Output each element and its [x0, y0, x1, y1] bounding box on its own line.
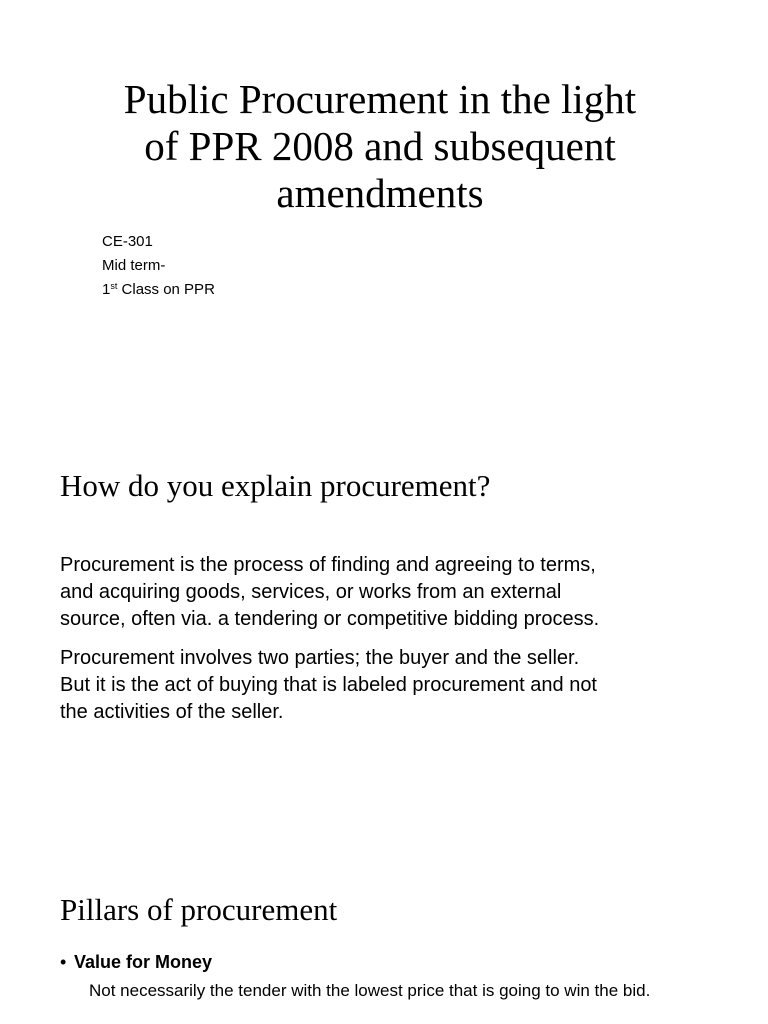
section-heading-pillars: Pillars of procurement [60, 892, 338, 927]
class-number: 1 [102, 281, 111, 298]
paragraph-line: Procurement is the process of finding and agreeing to terms, [60, 554, 596, 576]
slide-subtitle [102, 230, 215, 302]
paragraph-line: Procurement involves two parties; the buyer and the seller. [60, 647, 580, 669]
definition-paragraph [60, 552, 750, 633]
class-ordinal-suffix: st [110, 281, 118, 291]
term-label: Mid term- [102, 257, 166, 274]
paragraph-line: source, often via. a tendering or competitive bidding process. [60, 608, 600, 630]
course-code: CE-301 [102, 233, 153, 250]
slide-title-line: Public Procurement in the light [123, 76, 637, 122]
bullet-item [60, 950, 212, 974]
paragraph-line: But it is the act of buying that is labeled procurement and not [60, 674, 597, 696]
parties-paragraph [60, 645, 750, 726]
slide-title-line: amendments [276, 170, 484, 216]
section-heading-explain: How do you explain procurement? [60, 468, 491, 503]
bullet-label: Value for Money [74, 952, 213, 972]
bullet-detail: Not necessarily the tender with the lowest price that is going to win the bid. [89, 981, 651, 1000]
paragraph-line: and acquiring goods, services, or works from an external [60, 581, 562, 603]
slide-title [60, 76, 700, 217]
slide-title-line: of PPR 2008 and subsequent [144, 123, 616, 169]
class-label-rest: Class on PPR [117, 281, 215, 298]
class-label [102, 278, 215, 302]
bullet-icon: • [60, 952, 67, 972]
paragraph-line: the activities of the seller. [60, 701, 284, 723]
